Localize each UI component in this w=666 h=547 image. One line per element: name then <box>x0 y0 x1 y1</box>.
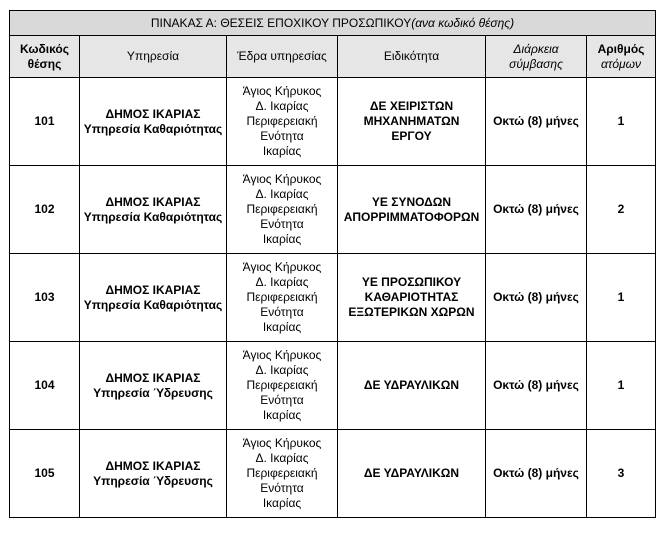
cell-service-line: Υπηρεσία Καθαριότητας <box>83 297 223 312</box>
cell-seat-line: Άγιος Κήρυκος <box>242 84 322 98</box>
cell-specialty-line: ΔΕ ΥΔΡΑΥΛΙΚΩΝ <box>363 466 460 480</box>
header-seat: Έδρα υπηρεσίας <box>227 36 338 78</box>
cell-duration: Οκτώ (8) μήνες <box>486 78 587 166</box>
cell-seat-line: Άγιος Κήρυκος <box>242 348 322 362</box>
cell-seat-line: Ικαρίας <box>262 232 302 246</box>
cell-specialty-line: ΜΗΧΑΝΗΜΑΤΩΝ <box>363 114 460 128</box>
cell-specialty-line: ΕΞΩΤΕΡΙΚΩΝ ΧΩΡΩΝ <box>348 305 475 319</box>
cell-seat-line: Περιφερειακή <box>246 466 318 480</box>
cell-code: 101 <box>10 78 80 166</box>
table-title <box>10 11 656 36</box>
cell-specialty-line: ΔΕ ΧΕΙΡΙΣΤΩΝ <box>369 99 454 113</box>
cell-code: 105 <box>10 430 80 518</box>
cell-duration: Οκτώ (8) μήνες <box>486 166 587 254</box>
cell-specialty-line: ΥΕ ΠΡΟΣΩΠΙΚΟΥ <box>361 275 462 289</box>
table-row <box>10 166 656 254</box>
cell-seat-line: Άγιος Κήρυκος <box>242 172 322 186</box>
table-title-suffix: (ανα κωδικό θέσης) <box>411 15 515 30</box>
cell-service-line: Υπηρεσία Καθαριότητας <box>83 121 223 136</box>
header-code-line: θέσης <box>27 56 62 71</box>
cell-seat-line: Άγιος Κήρυκος <box>242 260 322 274</box>
cell-service <box>80 430 227 518</box>
cell-seat-line: Ικαρίας <box>262 408 302 422</box>
cell-specialty-line: ΔΕ ΥΔΡΑΥΛΙΚΩΝ <box>363 378 460 392</box>
cell-persons: 1 <box>587 78 656 166</box>
cell-seat-line: Δ. Ικαρίας <box>255 99 309 113</box>
cell-seat-line: Ενότητα <box>260 129 304 143</box>
cell-seat-line: Περιφερειακή <box>246 202 318 216</box>
cell-persons: 2 <box>587 166 656 254</box>
cell-service <box>80 166 227 254</box>
cell-duration: Οκτώ (8) μήνες <box>486 430 587 518</box>
cell-seat-line: Περιφερειακή <box>246 290 318 304</box>
cell-seat <box>227 78 338 166</box>
cell-service-line: ΔΗΜΟΣ ΙΚΑΡΙΑΣ <box>105 370 201 385</box>
cell-persons: 1 <box>587 254 656 342</box>
cell-persons: 3 <box>587 430 656 518</box>
table-row <box>10 342 656 430</box>
cell-service-line: ΔΗΜΟΣ ΙΚΑΡΙΑΣ <box>105 194 201 209</box>
cell-specialty-line: ΥΕ ΣΥΝΟΔΩΝ <box>371 194 452 209</box>
cell-persons: 1 <box>587 342 656 430</box>
cell-specialty-line: ΑΠΟΡΡΙΜΜΑΤΟΦΟΡΩΝ <box>343 209 480 224</box>
table-title-row <box>10 11 656 36</box>
cell-seat <box>227 342 338 430</box>
table-row <box>10 430 656 518</box>
cell-service-line: Υπηρεσία Ύδρευσης <box>93 385 213 400</box>
cell-service <box>80 78 227 166</box>
cell-code: 103 <box>10 254 80 342</box>
cell-specialty <box>338 78 486 166</box>
cell-service-line: Υπηρεσία Ύδρευσης <box>93 473 213 488</box>
cell-service-line: ΔΗΜΟΣ ΙΚΑΡΙΑΣ <box>105 282 201 297</box>
table-row <box>10 254 656 342</box>
header-persons-line: ατόμων <box>601 56 641 71</box>
cell-service-line: Υπηρεσία Καθαριότητας <box>83 209 223 224</box>
cell-seat <box>227 430 338 518</box>
cell-seat-line: Ενότητα <box>260 217 304 231</box>
cell-seat-line: Ενότητα <box>260 393 304 407</box>
cell-code: 102 <box>10 166 80 254</box>
cell-seat-line: Περιφερειακή <box>246 378 318 392</box>
cell-service <box>80 342 227 430</box>
cell-specialty <box>338 254 486 342</box>
table-title-main: ΠΙΝΑΚΑΣ Α: ΘΕΣΕΙΣ ΕΠΟΧΙΚΟΥ ΠΡΟΣΩΠΙΚΟΥ <box>150 15 412 30</box>
header-persons <box>587 36 656 78</box>
header-code-line: Κωδικός <box>19 41 69 56</box>
cell-seat-line: Ικαρίας <box>262 496 302 510</box>
cell-specialty <box>338 166 486 254</box>
cell-seat-line: Δ. Ικαρίας <box>255 363 309 377</box>
cell-service <box>80 254 227 342</box>
cell-seat-line: Δ. Ικαρίας <box>255 275 309 289</box>
cell-duration: Οκτώ (8) μήνες <box>486 342 587 430</box>
table-row <box>10 78 656 166</box>
cell-seat-line: Δ. Ικαρίας <box>255 451 309 465</box>
cell-seat-line: Άγιος Κήρυκος <box>242 436 322 450</box>
header-service: Υπηρεσία <box>80 36 227 78</box>
cell-seat-line: Ενότητα <box>260 481 304 495</box>
header-code <box>10 36 80 78</box>
header-persons-line: Αριθμός <box>597 41 645 56</box>
cell-specialty <box>338 430 486 518</box>
cell-duration: Οκτώ (8) μήνες <box>486 254 587 342</box>
positions-table <box>9 10 656 518</box>
cell-seat-line: Ενότητα <box>260 305 304 319</box>
header-duration <box>486 36 587 78</box>
header-duration-line: σύμβασης <box>509 56 563 71</box>
cell-specialty <box>338 342 486 430</box>
cell-specialty-line: ΚΑΘΑΡΙΟΤΗΤΑΣ <box>364 290 459 304</box>
cell-seat-line: Δ. Ικαρίας <box>255 187 309 201</box>
cell-service-line: ΔΗΜΟΣ ΙΚΑΡΙΑΣ <box>105 458 201 473</box>
cell-seat-line: Ικαρίας <box>262 144 302 158</box>
cell-seat-line: Ικαρίας <box>262 320 302 334</box>
cell-seat <box>227 166 338 254</box>
cell-service-line: ΔΗΜΟΣ ΙΚΑΡΙΑΣ <box>105 106 201 121</box>
cell-seat <box>227 254 338 342</box>
cell-seat-line: Περιφερειακή <box>246 114 318 128</box>
cell-code: 104 <box>10 342 80 430</box>
cell-specialty-line: ΕΡΓΟΥ <box>391 129 432 143</box>
header-specialty: Ειδικότητα <box>338 36 486 78</box>
header-duration-line: Διάρκεια <box>513 41 559 56</box>
table-header-row <box>10 36 656 78</box>
